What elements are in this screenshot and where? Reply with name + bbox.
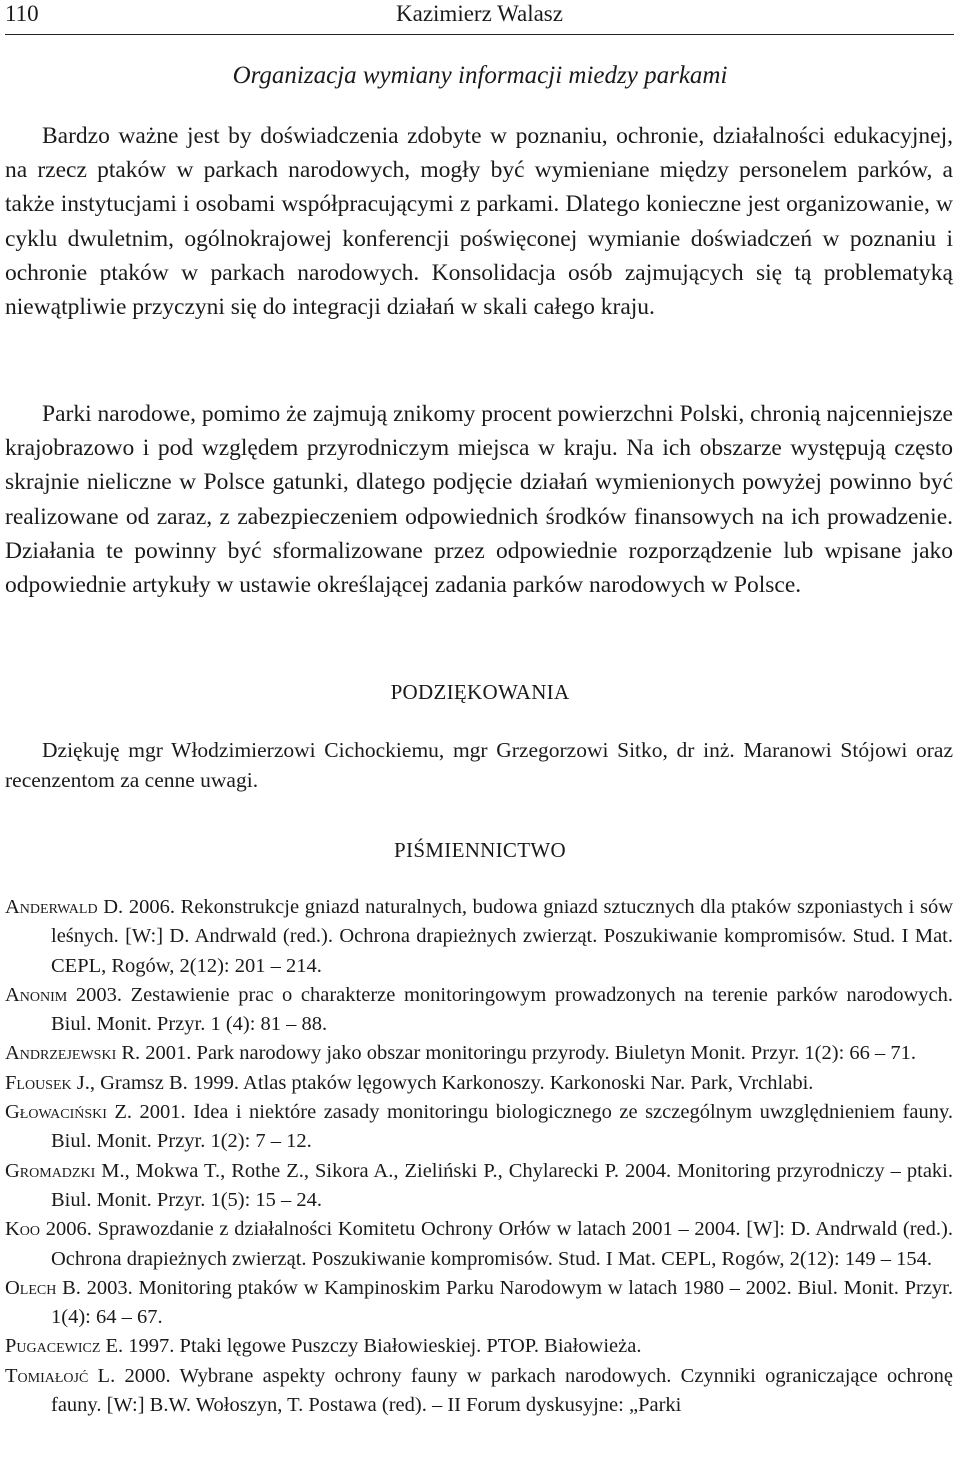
reference-item (5, 1157, 953, 1216)
reference-details: M., Mokwa T., Rothe Z., Sikora A., Zieliński P., Chylarecki P. 2004. Monitoring przyrodniczy – ptaki. Biul. Monit. Przyr. 1(5): 15 – 24. (51, 1159, 953, 1211)
reference-details: Z. 2001. Idea i niektóre zasady monitoringu biologicznego ze szczególnym uwzględnieniem fauny. Biul. Monit. Przyr. 1(2): 7 – 12. (51, 1101, 953, 1153)
reference-details: E. 1997. Ptaki lęgowe Puszczy Białowieskiej. PTOP. Białowieża. (100, 1335, 642, 1358)
reference-item (5, 1069, 953, 1098)
body-paragraph: Parki narodowe, pomimo że zajmują znikomy procent powierzchni Polski, chronią najcenniejsze krajobrazowo i pod względem przyrodniczym miejsca w kraju. Na ich obszarze występują często skrajnie nieliczne w Polsce gatunki, dlatego podjęcie działań wymienionych powyżej powinno być realizowane od zaraz, z zabezpieczeniem odpowiednich środków finansowych na ich prowadzenie. Działania te powinny być sformalizowane przez odpowiednie rozporządzenie lub wpisane jako odpowiednie artykuły w ustawie określającej zadania parków narodowych w Polsce. (5, 401, 953, 599)
reference-author: Olech (5, 1276, 57, 1299)
reference-author: Tomiałojć (5, 1364, 89, 1387)
reference-author: Gromadzki (5, 1159, 96, 1182)
acknowledgements-title: PODZIĘKOWANIA (390, 680, 570, 704)
running-header (5, 0, 954, 35)
reference-item (5, 1039, 953, 1068)
reference-author: Głowaciński (5, 1101, 107, 1124)
reference-item (5, 893, 953, 981)
acknowledgements-text: Dziękuję mgr Włodzimierzowi Cichockiemu, mgr Grzegorzowi Sitko, dr inż. Maranowi Stójowi oraz recenzentom za cenne uwagi. (5, 738, 953, 792)
reference-item (5, 1332, 953, 1361)
references-title: PIŚMIENNICTWO (394, 838, 566, 862)
reference-details: J., Gramsz B. 1999. Atlas ptaków lęgowych Karkonoszy. Karkonoski Nar. Park, Vrchlabi. (71, 1071, 814, 1094)
reference-details: B. 2003. Monitoring ptaków w Kampinoskim Parku Narodowym w latach 1980 – 2002. Biul. Monit. Przyr. 1(4): 64 – 67. (51, 1276, 953, 1329)
reference-item (5, 1215, 953, 1274)
running-author: Kazimierz Walasz (396, 1, 563, 26)
page-number: 110 (5, 1, 39, 26)
section-heading: Organizacja wymiany informacji miedzy parkami (232, 62, 728, 89)
reference-item (5, 981, 953, 1040)
reference-author: Flousek (5, 1071, 72, 1094)
reference-item (5, 1098, 953, 1157)
reference-author: Anonim (5, 983, 68, 1006)
reference-author: Anderwald (5, 896, 98, 918)
reference-details: 2003. Zestawienie prac o charakterze monitoringowym prowadzonych na terenie parków narodowych. Biul. Monit. Przyr. 1 (4): 81 – 88. (51, 983, 953, 1036)
reference-author: Koo (5, 1218, 41, 1241)
reference-item (5, 1362, 953, 1421)
reference-item (5, 1274, 953, 1333)
reference-author: Andrzejewski (5, 1042, 117, 1065)
reference-author: Pugacewicz (5, 1335, 101, 1358)
reference-details: R. 2001. Park narodowy jako obszar monitoringu przyrody. Biuletyn Monit. Przyr. 1(2): 66 – 71. (116, 1042, 917, 1065)
reference-details: 2006. Sprawozdanie z działalności Komitetu Ochrony Orłów w latach 2001 – 2004. [W]: D. Andrwald (red.). Ochrona drapieżnych zwierząt. Poszukiwanie kompromisów. Stud. I Mat. CEPL, Rogów, 2(12): 149 – 154. (40, 1218, 953, 1270)
reference-details: D. 2006. Rekonstrukcje gniazd naturalnych, budowa gniazd sztucznych dla ptaków szponiastych i sów leśnych. [W:] D. Andrwald (red.). Ochrona drapieżnych zwierząt. Poszukiwanie kompromisów. Stud. I Mat. CEPL, Rogów, 2(12): 201 – 214. (51, 896, 953, 977)
reference-details: L. 2000. Wybrane aspekty ochrony fauny w parkach narodowych. Czynniki ograniczające ochronę fauny. [W:] B.W. Wołoszyn, T. Postawa (red). – II Forum dyskusyjne: „Parki (51, 1364, 953, 1417)
reference-list (5, 893, 953, 1420)
body-paragraph: Bardzo ważne jest by doświadczenia zdobyte w poznaniu, ochronie, działalności edukacyjnej, na rzecz ptaków w parkach narodowych, mogły być wymieniane między personelem parków, a także instytucjami i osobami współpracującymi z parkami. Dlatego konieczne jest organizowanie, w cyklu dwuletnim, ogólnokrajowej konferencji poświęconej wymianie doświadczeń w poznaniu i ochronie ptaków w parkach narodowych. Konsolidacja osób zajmujących się tą problematyką niewątpliwie przyczyni się do integracji działań w skali całego kraju. (5, 123, 953, 321)
